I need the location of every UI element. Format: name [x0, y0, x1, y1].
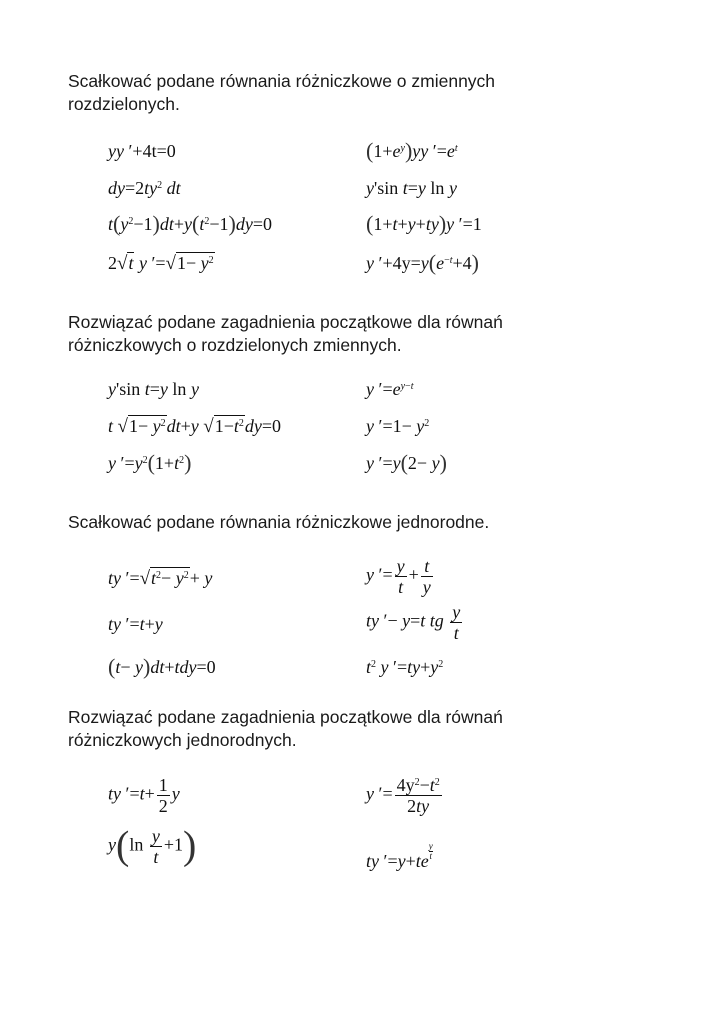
section-1-heading-line-1: Scałkować podane równania różniczkowe o zmiennych [68, 71, 496, 91]
equation-1-5: $t(y^2-1)dt+y(t^2-1)dy=0$ [108, 211, 272, 236]
equation-3-6: $t^2$ y $'=ty+y^2$ [366, 657, 444, 677]
equation-2-6: y ′=y(2− y) [366, 450, 447, 475]
equation-4-3: y(ln $\frac{y}{t}$ +1) [108, 822, 197, 868]
section-4-heading [68, 706, 628, 752]
equation-4-2: y ′= $\frac{4y^2-t^2}{2ty}$ [366, 775, 440, 816]
section-3-heading-line-1: Scałkować podane równania różniczkowe jednorodne. [68, 512, 490, 532]
section-2-heading-line-2: różniczkowych o rozdzielonych zmiennych. [68, 335, 402, 355]
section-1-heading [68, 70, 628, 116]
section-1-heading-line-2: rozdzielonych. [68, 94, 180, 114]
equation-3-4: ty ′− y=t tg $\frac{y}{t}$ [366, 602, 461, 643]
section-2-heading-line-1: Rozwiązać podane zagadnienia początkowe dla równań [68, 312, 503, 332]
equation-1-1: yy ′+4t=0 [108, 141, 176, 161]
equation-2-4: y $'=1- y^2$ [366, 416, 430, 436]
equation-2-3: t $√1- y^2dt+y$ $√1-t^2dy=0$ [108, 416, 282, 437]
equation-3-2: y ′= $\frac{y}{t}$ + $\frac{t}{y}$ [366, 556, 431, 597]
section-3-heading [68, 511, 628, 534]
equation-3-5: (t− y)dt+tdy=0 [108, 654, 216, 679]
equation-1-2: $(1+e^y)yy$ $'=e^t$ [366, 138, 458, 163]
equation-4-1: ty ′=t+ $\frac{1}{2}$ y [108, 775, 180, 816]
equation-4-4: ty ′=y+te $\frac{y}{t}$ [366, 841, 433, 872]
equation-1-8: y $'+4y=y(e^{-t}+4)$ [366, 250, 479, 275]
equation-2-2: y $'=e^{y-t}$ [366, 379, 414, 399]
section-4-heading-line-2: różniczkowych jednorodnych. [68, 730, 297, 750]
equation-1-7: 2√t y $'=√1- y^2$ [108, 253, 214, 274]
equation-1-6: (1+t+y+ty)y ′=1 [366, 211, 482, 236]
equation-2-1: y'sin t=y ln y [108, 379, 199, 399]
equation-3-3: ty ′=t+y [108, 614, 163, 634]
equation-1-4: y'sin t=y ln y [366, 178, 457, 198]
equation-3-1: ty $'=√t^2- y^2+ y$ [108, 568, 213, 589]
equation-1-3: $dy=2ty^2$ dt [108, 178, 181, 198]
section-4-heading-line-1: Rozwiązać podane zagadnienia początkowe dla równań [68, 707, 503, 727]
section-2-heading [68, 311, 628, 357]
equation-2-5: y $'=y^2(1+t^2)$ [108, 450, 192, 475]
